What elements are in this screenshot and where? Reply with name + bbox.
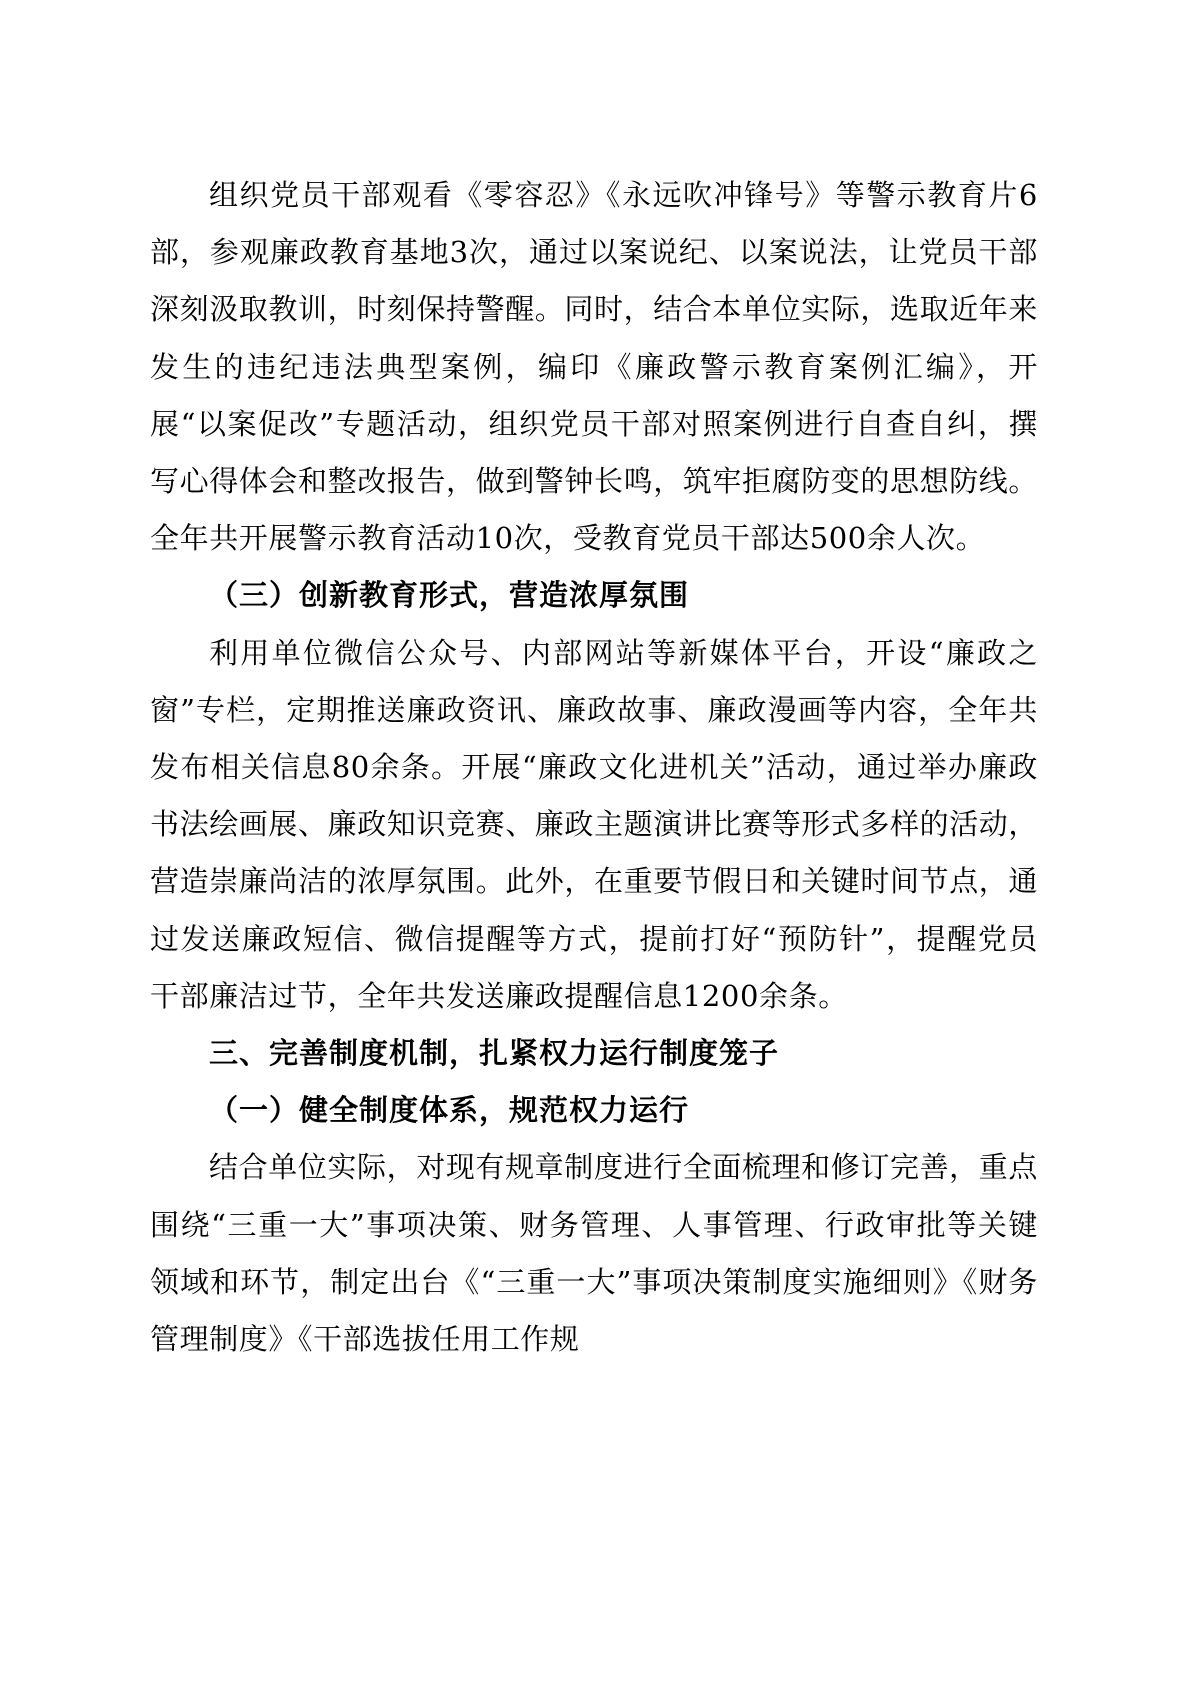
document-body	[150, 167, 1038, 1368]
subheading-innovate-education: （三）创新教育形式，营造浓厚氛围	[209, 578, 690, 613]
paragraph-regulations: 结合单位实际，对现有规章制度进行全面梳理和修订完善，重点围绕“三重一大”事项决策、财务管理、人事管理、行政审批等关键领域和环节，制定出台《“三重一大”事项决策制度实施细则》《财务管理制度》《干部选拔任用工作规	[150, 1150, 1038, 1357]
paragraph-warning-education: 组织党员干部观看《零容忍》《永远吹冲锋号》等警示教育片6部，参观廉政教育基地3次，通过以案说纪、以案说法，让党员干部深刻汲取教训，时刻保持警醒。同时，结合本单位实际，选取近年来发生的违纪违法典型案例，编印《廉政警示教育案例汇编》，开展“以案促改”专题活动，组织党员干部对照案例进行自查自纠，撰写心得体会和整改报告，做到警钟长鸣，筑牢拒腐防变的思想防线。全年共开展警示教育活动10次，受教育党员干部达500余人次。	[150, 178, 1039, 556]
section-heading-institution: 三、完善制度机制，扎紧权力运行制度笼子	[209, 1036, 780, 1071]
subheading-system: （一）健全制度体系，规范权力运行	[209, 1093, 690, 1128]
paragraph-new-media: 利用单位微信公众号、内部网站等新媒体平台，开设“廉政之窗”专栏，定期推送廉政资讯、廉政故事、廉政漫画等内容，全年共发布相关信息80余条。开展“廉政文化进机关”活动，通过举办廉政书法绘画展、廉政知识竞赛、廉政主题演讲比赛等形式多样的活动，营造崇廉尚洁的浓厚氛围。此外，在重要节假日和关键时间节点，通过发送廉政短信、微信提醒等方式，提前打好“预防针”，提醒党员干部廉洁过节，全年共发送廉政提醒信息1200余条。	[150, 635, 1039, 1013]
